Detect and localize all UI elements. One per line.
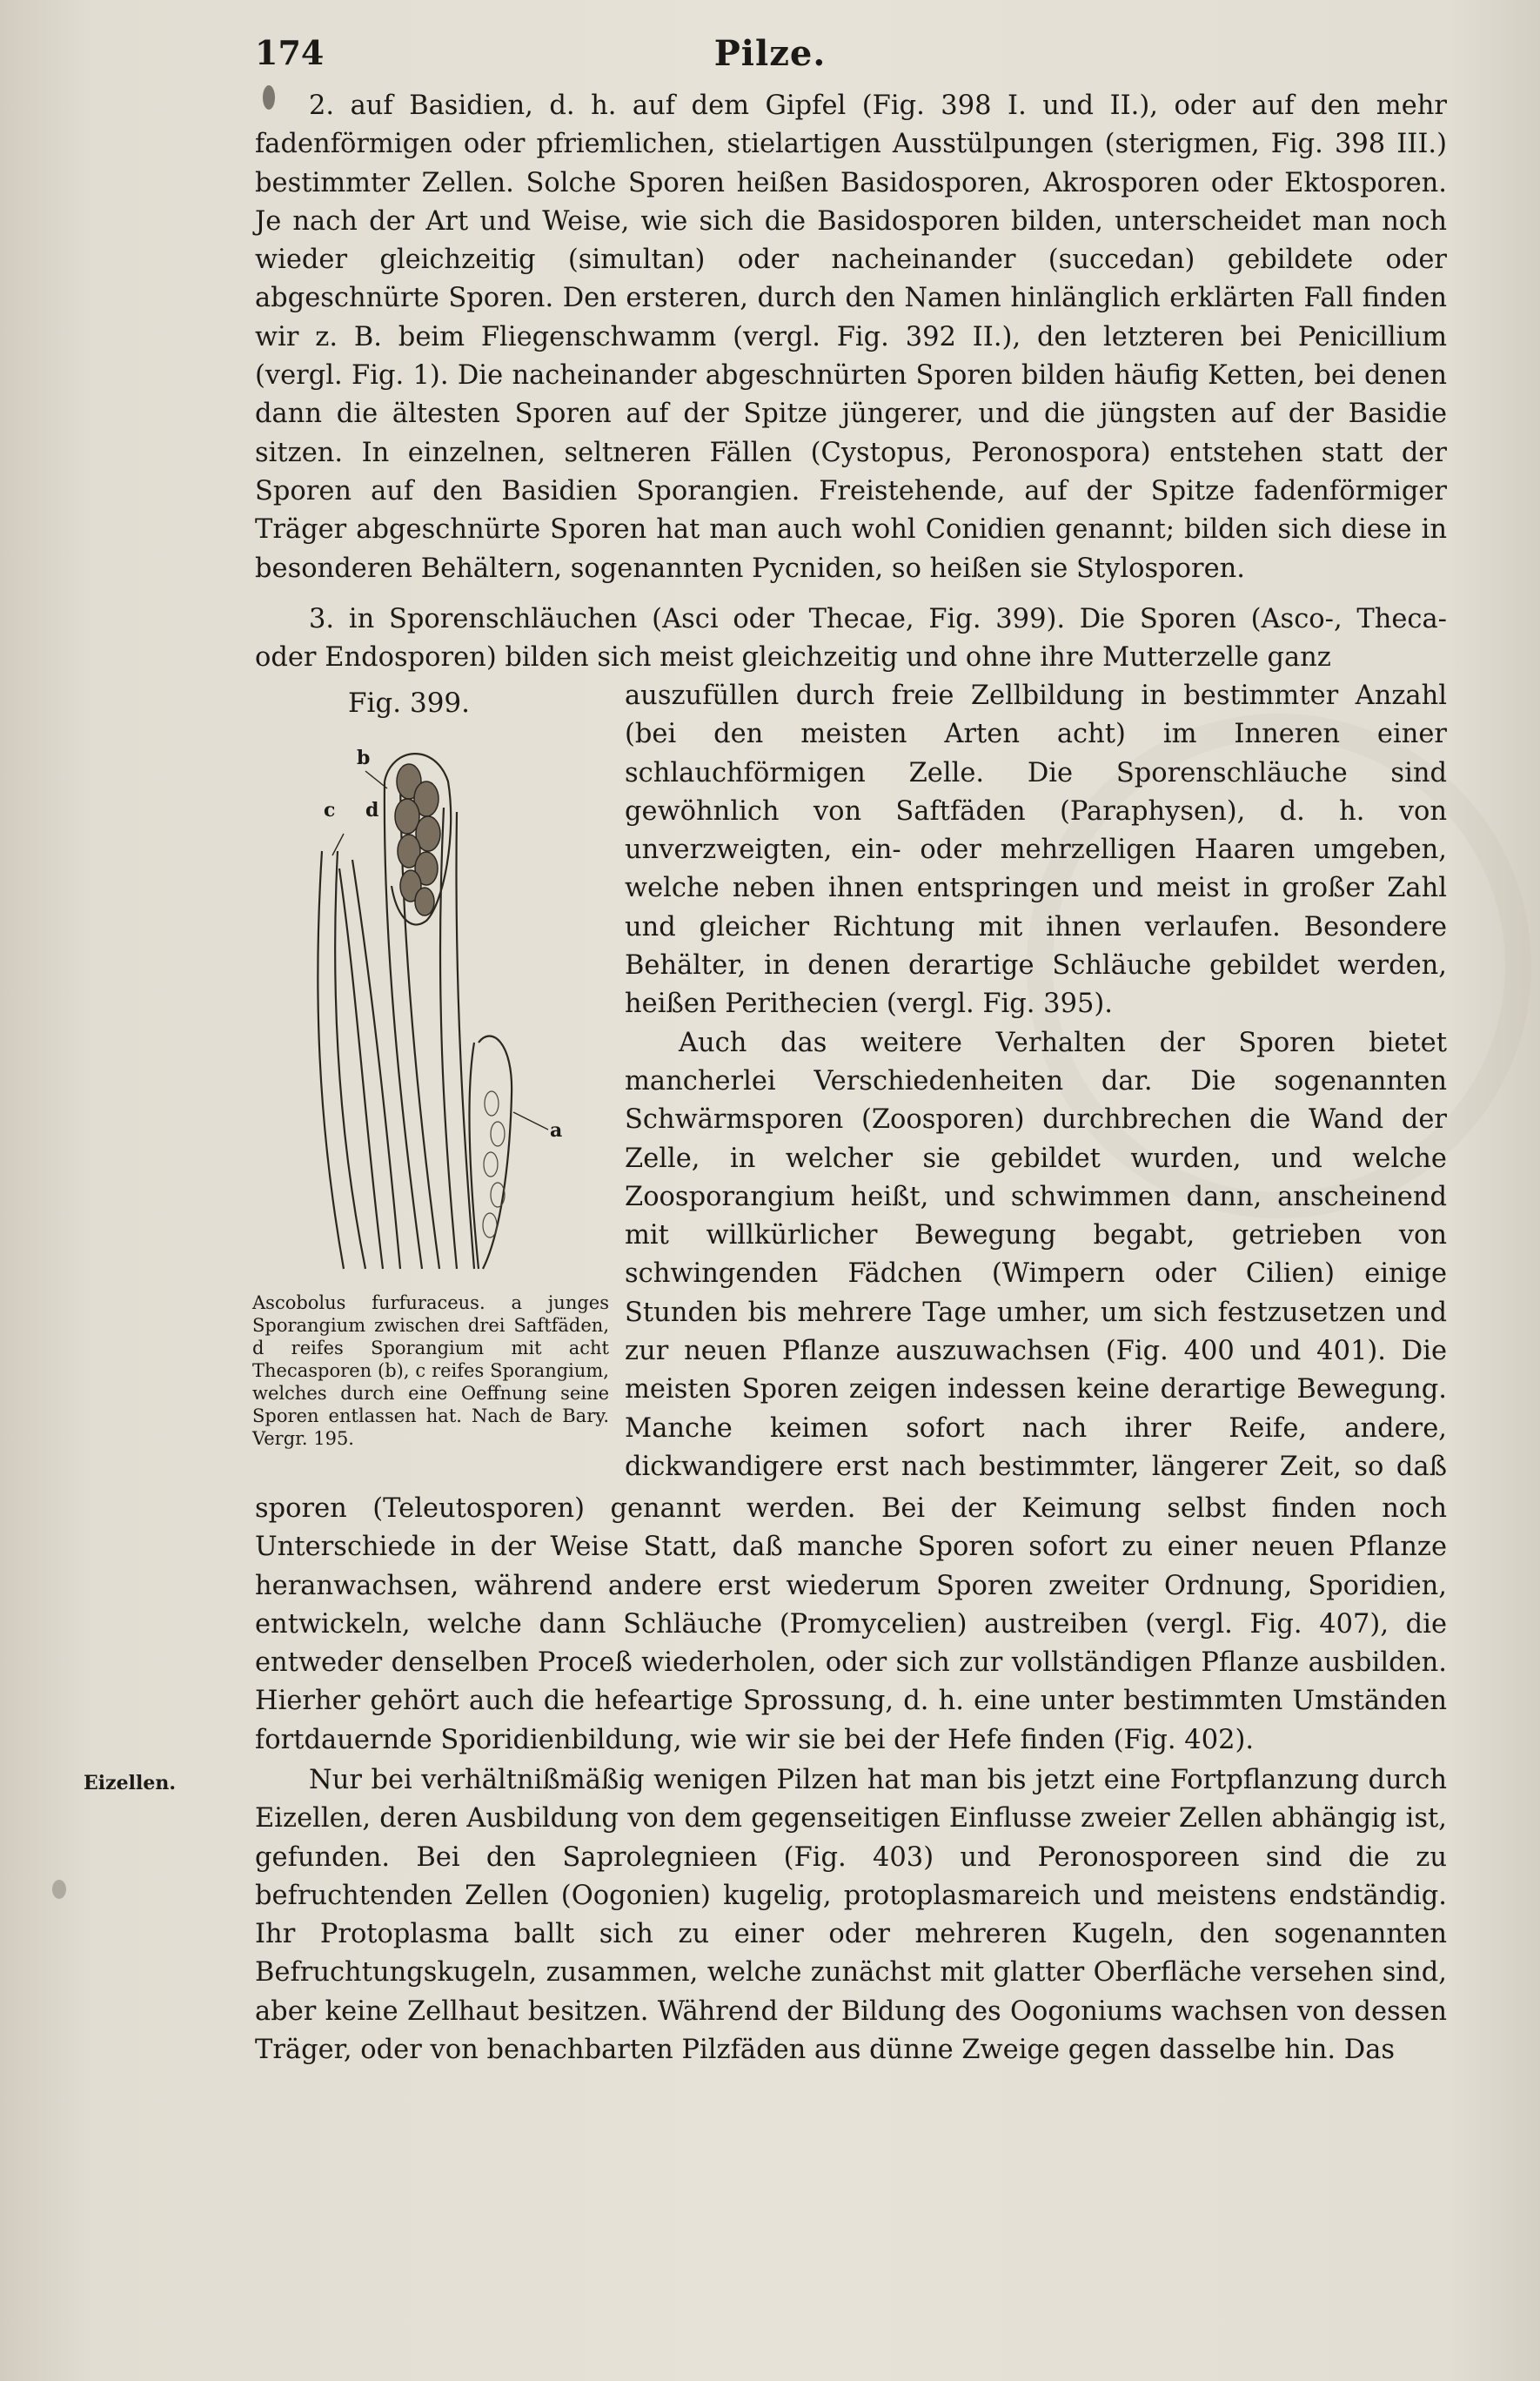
page-header	[0, 33, 1540, 85]
label-c: c	[324, 799, 336, 822]
paragraph-text: auszufüllen durch freie Zellbildung in bestimmter Anzahl (bei den meisten Arten acht) im Inneren einer schlauchförmigen Zelle. Die Sporenschläuche sind gewöhnlich von Saftfäden (Paraphysen), d. h. von unverzweigten, ein- oder mehrzelligen Haaren umgeben, welche neben ihnen entspringen und meist in großer Zahl und gleicher Richtung mit ihnen verlaufen. Besondere Behälter, in denen derartige Schläuche gebildet werden, heißen Perithecien (vergl. Fig. 395).	[625, 681, 1447, 1020]
paragraph-eizellen	[255, 1761, 1447, 2069]
label-a: a	[550, 1119, 563, 1142]
ink-spot	[52, 1880, 66, 1899]
page-number: 174	[255, 33, 325, 72]
paragraph-wrap-column	[625, 677, 1447, 1486]
figure-caption: Ascobolus furfuraceus. a junges Sporangium zwischen drei Saftfäden, d reifes Sporangium mit acht Thecasporen (b), c reifes Sporangium, welches durch eine Oeffnung seine Sporen entlassen hat. Nach de Bary. Vergr. 195.	[252, 1292, 609, 1449]
figure-title: Fig. 399.	[348, 687, 470, 719]
paragraph-text: Auch das weitere Verhalten der Sporen bietet mancherlei Verschiedenheiten dar. Die sogenannten Schwärmsporen (Zoosporen) durchbrechen die Wand der Zelle, in welcher sie gebildet wurden, und welche Zoosporangium heißt, und schwimmen dann, anscheinend mit willkürlicher Bewegung begabt, getrieben von schwingenden Fädchen (Wimpern oder Cilien) einige Stunden bis mehrere Tage umher, um sich festzusetzen und zur neuen Pflanze auszuwachsen (Fig. 400 und 401). Die meisten Sporen zeigen indessen keine derartige Bewegung. Manche keimen sofort nach ihrer Reife, andere, dickwandigere erst nach bestimmter, längerer Zeit, so daß	[625, 1027, 1447, 1482]
paragraph-basidien	[255, 87, 1447, 588]
paragraph-text: 2. auf Basidien, d. h. auf dem Gipfel (Fig. 398 I. und II.), oder auf den mehr fadenförmigen oder pfriemlichen, stielartigen Ausstülpungen (sterigmen, Fig. 398 III.) bestimmter Zellen. Solche Sporen heißen Basidosporen, Akrosporen oder Ektosporen. Je nach der Art und Weise, wie sich die Basidosporen bilden, unterscheidet man noch wieder gleichzeitig (simultan) oder nacheinander (succedan) gebildete oder abgeschnürte Sporen. Den ersteren, durch den Namen hinlänglich erklärten Fall finden wir z. B. beim Fliegenschwamm (vergl. Fig. 392 II.), den letzteren bei Penicillium (vergl. Fig. 1). Die nacheinander abgeschnürten Sporen bilden häufig Ketten, bei denen dann die ältesten Sporen auf der Spitze jüngerer, und die jüngsten auf der Basidie sitzen. In einzelnen, seltneren Fällen (Cystopus, Peronospora) entstehen statt der Sporen auf den Basidien Sporangien. Freistehende, auf der Spitze fadenförmiger Träger abgeschnürte Sporen hat man auch wohl Conidien genannt; bilden sich diese in besonderen Behältern, sogenannten Pycniden, so heißen sie Stylosporen.	[255, 91, 1447, 584]
running-title: Pilze.	[713, 33, 827, 74]
paragraph-text: Nur bei verhältnißmäßig wenigen Pilzen hat man bis jetzt eine Fortpflanzung durch Eizellen, deren Ausbildung von dem gegenseitigen Einflusse zweier Zellen abhängig ist, gefunden. Bei den Saprolegnieen (Fig. 403) und Peronosporeen sind die zu befruchtenden Zellen (Oogonien) kugelig, protoplasmareich und meistens endständig. Ihr Protoplasma ballt sich zu einer oder mehreren Kugeln, den sogenannten Befruchtungskugeln, zusammen, welche zunächst mit glatter Oberfläche versehen sind, aber keine Zellhaut besitzen. Während der Bildung des Oogoniums wachsen von dessen Träger, oder von benachbarten Pilzfäden aus dünne Zweige gegen dasselbe hin. Das	[255, 1765, 1447, 2066]
paragraph-dauersporen	[255, 1490, 1447, 1760]
paragraph-sporenschlaeuche-lead	[255, 600, 1447, 679]
paragraph-text: sporen (Teleutosporen) genannt werden. Bei der Keimung selbst finden noch Unterschiede in der Weise Statt, daß manche Sporen sofort zu einer neuen Pflanze heranwachsen, während andere erst wiederum Sporen zweiter Ordnung, Sporidien, entwickeln, welche dann Schläuche (Promycelien) austreiben (vergl. Fig. 407), die entweder denselben Proceß wiederholen, oder sich zur vollständigen Pflanze ausbilden. Hierher gehört auch die hefeartige Sprossung, d. h. eine unter bestimmten Umständen fortdauernde Sporidienbildung, wie wir sie bei der Hefe finden (Fig. 402).	[255, 1493, 1447, 1755]
label-b: b	[357, 747, 371, 769]
ascobolus-illustration	[305, 729, 566, 1286]
label-d: d	[365, 799, 379, 822]
figure-399	[252, 687, 618, 1450]
marginal-note: Eizellen.	[84, 1772, 176, 1794]
paragraph-text: 3. in Sporenschläuchen (Asci oder Thecae, Fig. 399). Die Sporen (Asco-, Theca- oder Endosporen) bilden sich meist gleichzeitig und ohne ihre Mutterzelle ganz	[255, 604, 1447, 674]
ink-spot	[263, 85, 275, 110]
